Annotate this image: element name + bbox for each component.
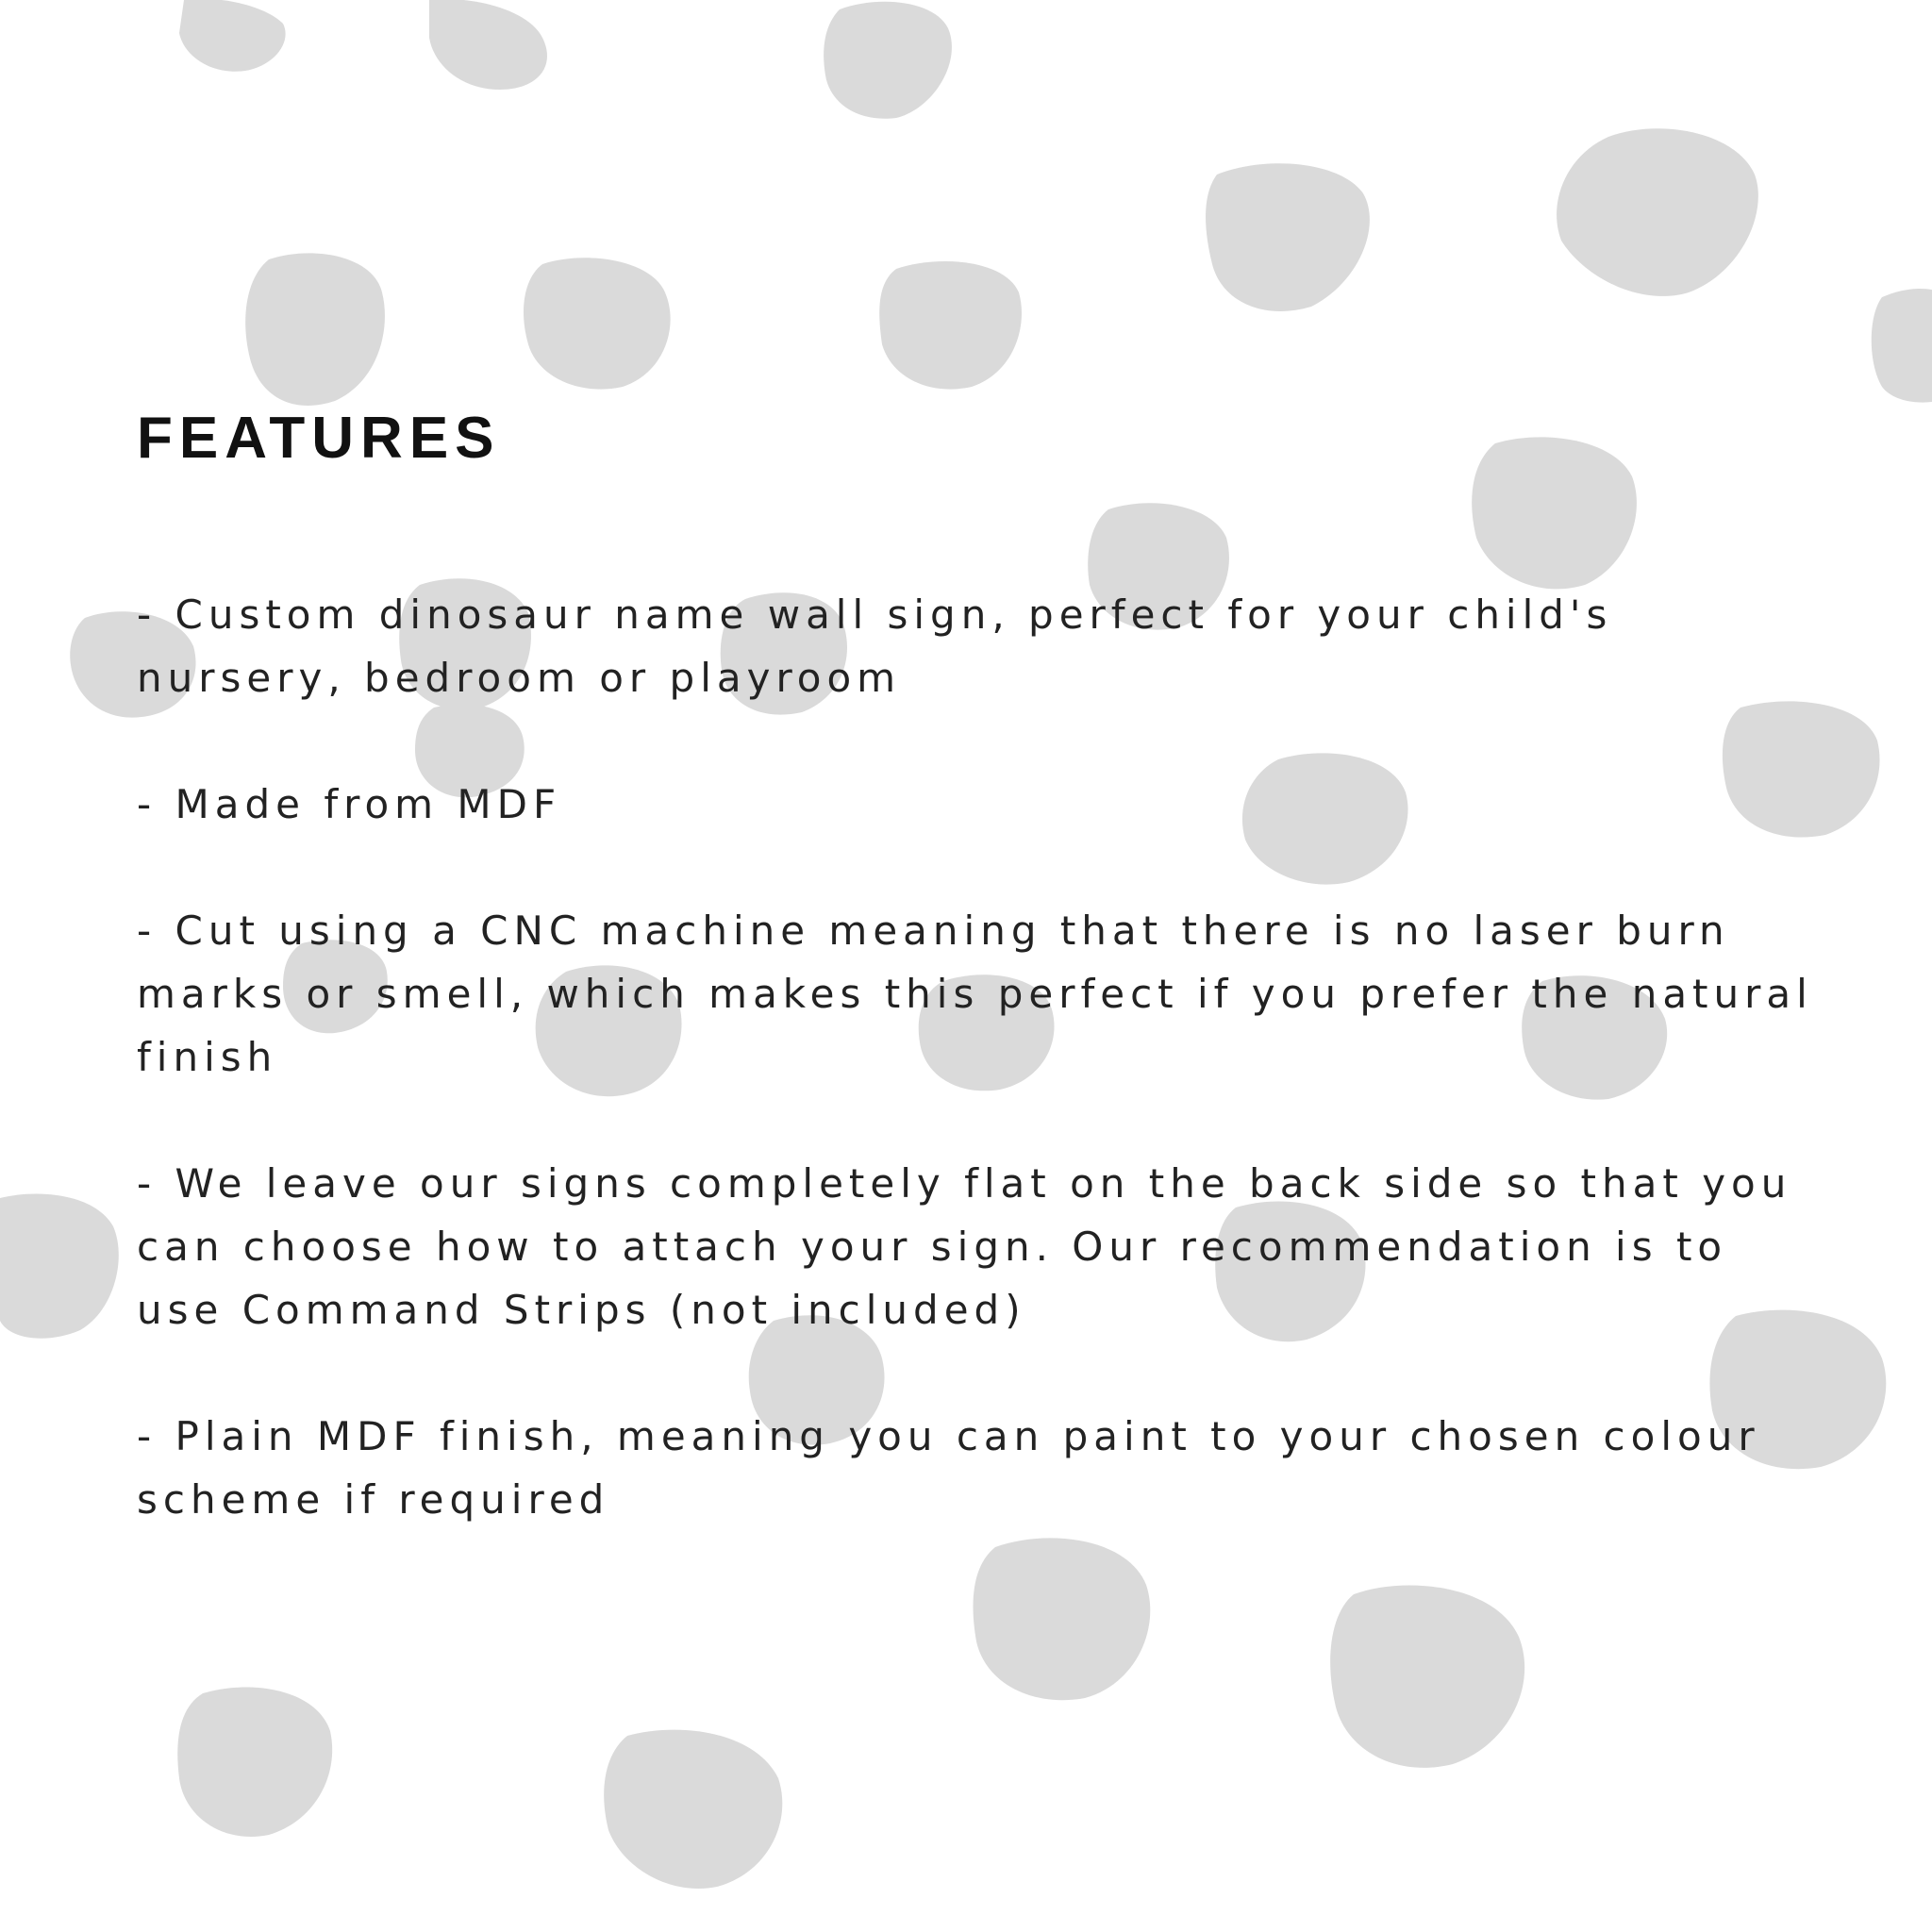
paint-dot bbox=[179, 0, 286, 72]
paint-dot bbox=[1872, 289, 1932, 403]
paint-dot bbox=[0, 1193, 119, 1338]
paint-dot bbox=[429, 0, 547, 90]
paint-dot bbox=[1206, 163, 1370, 311]
feature-item: - We leave our signs completely flat on the back side so that you can choose how to attach your sign. Our recommendation is to use Command Strips (not included) bbox=[137, 1160, 1792, 1334]
page-title: FEATURES bbox=[137, 406, 501, 471]
feature-item: - Made from MDF bbox=[137, 781, 562, 828]
paint-dot bbox=[245, 253, 385, 406]
paint-dot bbox=[879, 261, 1022, 390]
paint-dot bbox=[177, 1687, 332, 1836]
feature-item: - Plain MDF finish, meaning you can paint to your chosen colour scheme if required bbox=[137, 1413, 1760, 1524]
feature-item: - Custom dinosaur name wall sign, perfect for your child's nursery, bedroom or playroom bbox=[137, 591, 1613, 702]
paint-dot bbox=[524, 258, 671, 389]
paint-dot bbox=[604, 1730, 782, 1889]
paint-dot bbox=[1330, 1585, 1524, 1767]
paint-dot bbox=[1557, 128, 1758, 296]
feature-item: - Cut using a CNC machine meaning that there is no laser burn marks or smell, which makes this perfect if you prefer the natural finish bbox=[137, 908, 1813, 1081]
paint-dot bbox=[824, 2, 952, 119]
features-content bbox=[137, 404, 1816, 1594]
